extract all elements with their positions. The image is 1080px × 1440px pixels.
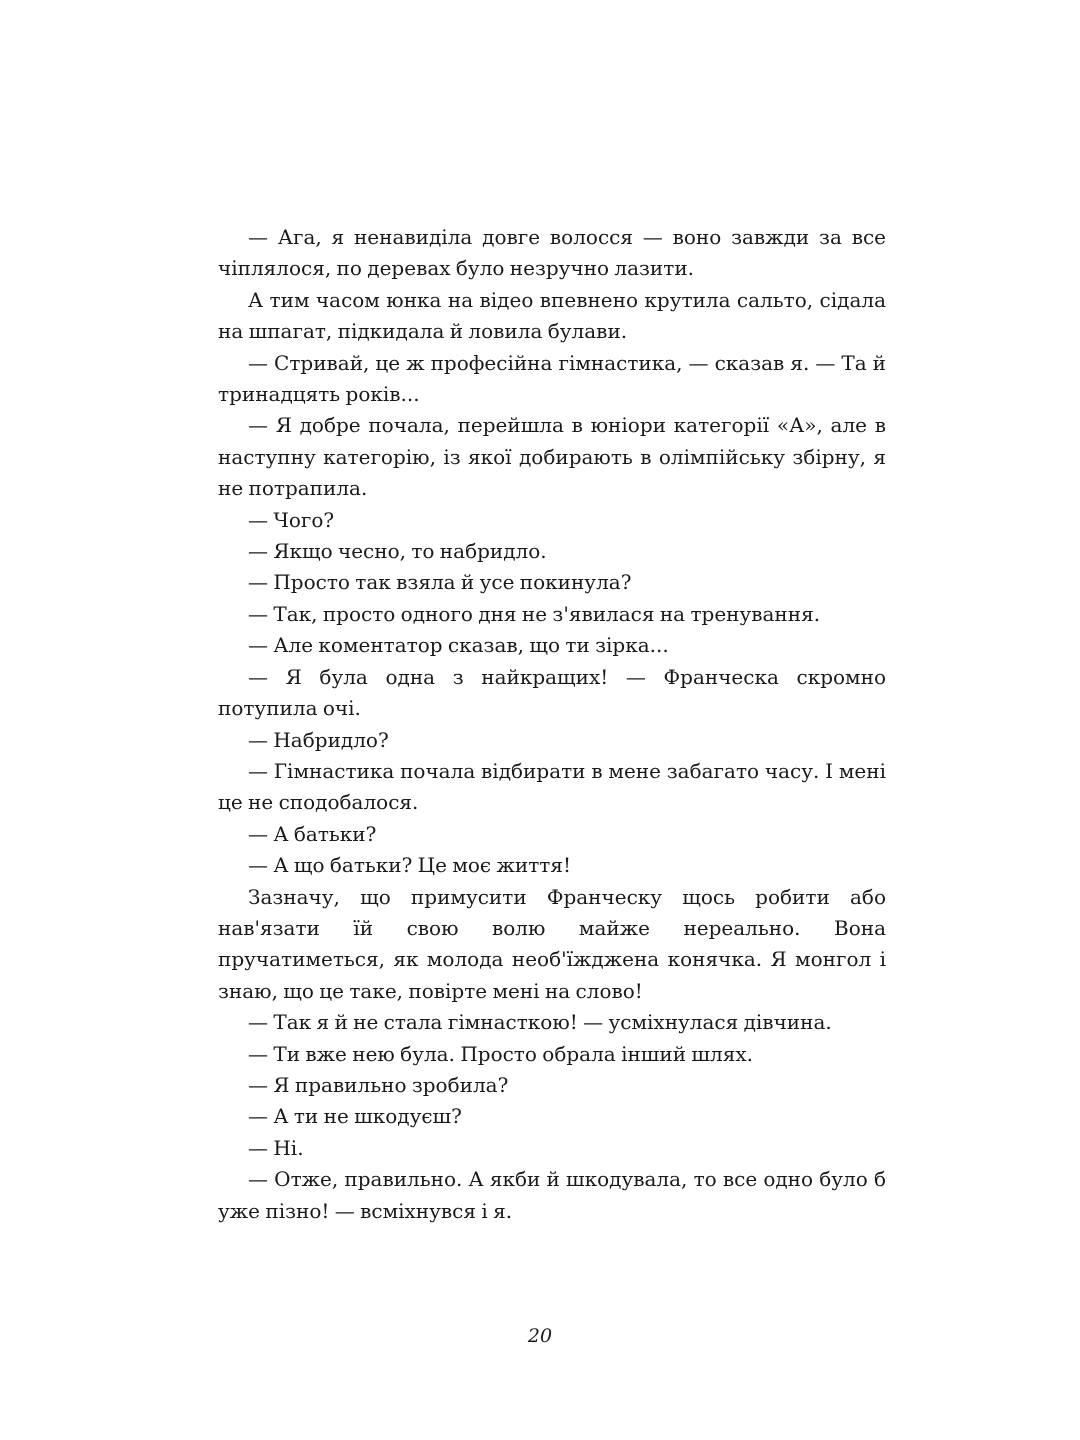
paragraph: — Якщо чесно, то набридло. (248, 539, 547, 564)
paragraph: А тим часом юнка на відео впевнено крутила сальто, сідала на шпагат, підкидала й ловила булави. (218, 287, 886, 344)
paragraph: — Ага, я ненавиділа довге волосся — воно завжди за все чіплялося, по деревах було незручно лазити. (218, 225, 886, 281)
paragraph: — Просто так взяла й усе покинула? (248, 570, 632, 595)
paragraph: — Набридло? (248, 727, 389, 752)
paragraph: — Чого? (248, 507, 335, 532)
paragraph: — Отже, правильно. А якби й шкодувала, то все одно було б уже пізно! — всміхнувся і я. (218, 1167, 886, 1223)
paragraph: — А що батьки? Це моє життя! (248, 853, 571, 878)
paragraph: — А ти не шкодуєш? (248, 1104, 462, 1129)
paragraph: Зазначу, що примусити Франческу щось робити або нав'язати їй свою волю майже нереально. Вона пручатиметься, як молода необ'їжджена конячка. Я монгол і знаю, що це таке, повірте мені на слово! (218, 884, 886, 1003)
body-text (218, 222, 886, 1227)
paragraph: — Але коментатор сказав, що ти зірка... (248, 633, 669, 658)
page-number: 20 (527, 1325, 553, 1347)
paragraph: — Стривай, це ж професійна гімнастика, — сказав я. — Та й тринадцять років... (218, 350, 886, 407)
paragraph: — Так, просто одного дня не з'явилася на тренування. (248, 601, 821, 626)
paragraph: — Ні. (248, 1135, 304, 1160)
paragraph: — Гімнастика почала відбирати в мене забагато часу. І мені це не сподобалося. (218, 758, 886, 815)
paragraph: — Я добре почала, перейшла в юніори категорії «А», але в наступну категорію, із якої добирають в олімпійську збірну, я не потрапила. (218, 413, 886, 501)
paragraph: — Я була одна з найкращих! — Франческа скромно потупила очі. (218, 664, 886, 721)
paragraph: — Так я й не стала гімнасткою! — усміхнулася дівчина. (248, 1010, 832, 1035)
paragraph: — А батьки? (248, 821, 377, 846)
paragraph: — Я правильно зробила? (248, 1072, 509, 1097)
paragraph: — Ти вже нею була. Просто обрала інший шлях. (248, 1041, 753, 1066)
